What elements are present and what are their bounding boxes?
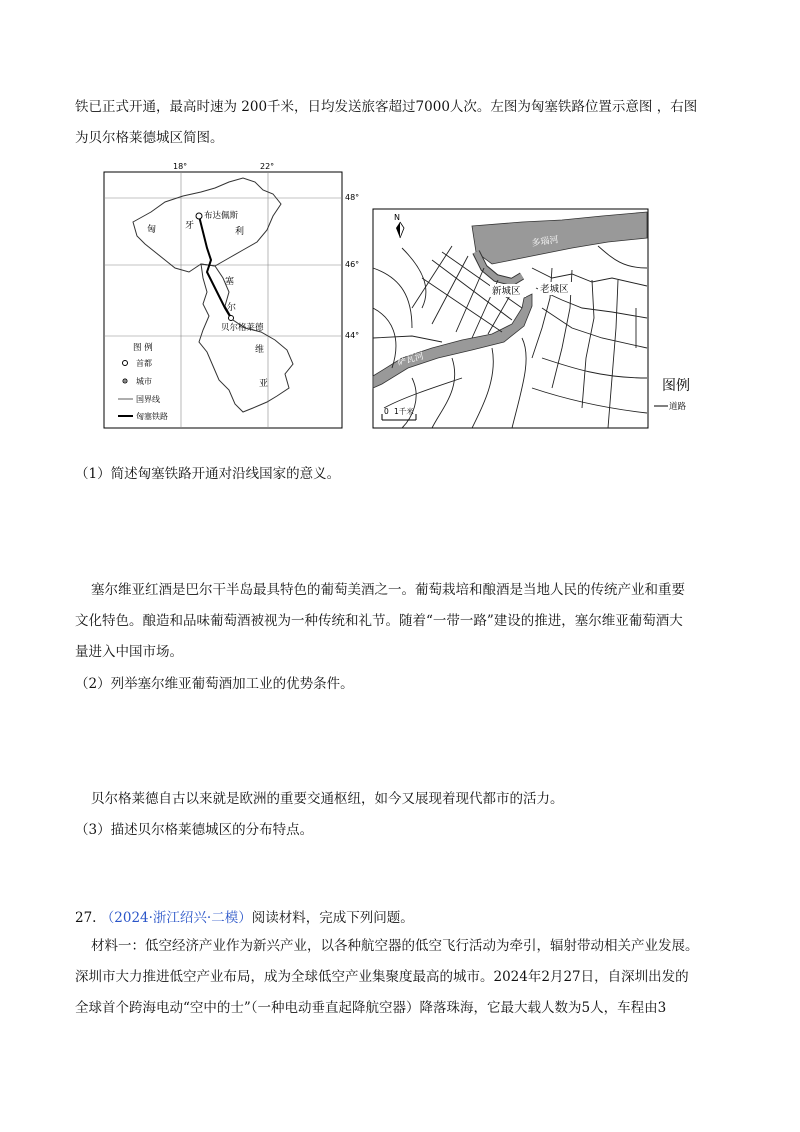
lat-label-46: 46° (345, 260, 360, 269)
lon-label-18: 18° (173, 162, 188, 171)
country-char-4: 塞 (225, 277, 235, 287)
left-map-railway-location (103, 160, 360, 430)
scale-label: 1千米 (394, 407, 414, 416)
question-instruction: 阅读材料，完成下列问题。 (251, 910, 414, 926)
legend-city: 城市 (136, 377, 152, 386)
district-label-old: 老城区 (540, 284, 569, 295)
question-27-header (75, 906, 414, 926)
country-char-2: 牙 (185, 221, 195, 231)
district-label-new: 新城区 (492, 286, 521, 297)
lat-label-44: 44° (345, 331, 360, 340)
river-label-danube: 多瑙河 (531, 235, 560, 249)
city-label-belgrade: 贝尔格莱德 (221, 323, 264, 333)
north-label: N (394, 213, 400, 222)
lon-label-22: 22° (260, 162, 275, 171)
legend-road: 道路 (669, 402, 687, 412)
map-legend-title: 图例 (662, 378, 690, 394)
legend-capital-symbol (123, 361, 128, 366)
legend-railway: 匈塞铁路 (136, 412, 168, 421)
city-label-budapest: 布达佩斯 (204, 211, 239, 221)
intro-line-1: 铁已正式开通，最高时速为 200千米，日均发送旅客超过7000人次。左图为匈塞铁路位置示意图 ，右图 (75, 99, 698, 115)
para2-line-2: 文化特色。酿造和品味葡萄酒被视为一种传统和礼节。随着“一带一路”建设的推进，塞尔维亚葡萄酒大 (75, 613, 683, 629)
material1-line-2: 深圳市大力推进低空产业布局，成为全球低空产业集聚度最高的城市。2024年2月27日，自深圳出发的 (75, 969, 689, 985)
country-char-3: 利 (235, 227, 245, 237)
legend-capital: 首都 (136, 359, 152, 368)
country-char-6: 维 (255, 345, 265, 355)
para3: 贝尔格莱德自古以来就是欧洲的重要交通枢纽，如今又展现着现代都市的活力。 (91, 791, 564, 807)
question-source-link[interactable]: （2024·浙江绍兴·二模） (100, 910, 252, 926)
belgrade-city-marker (229, 316, 234, 321)
river-label-sava: 萨瓦河 (396, 351, 425, 368)
material1-line-3: 全球首个跨海电动“空中的士”（一种电动垂直起降航空器）降落珠海，它最大载人数为5人，车程由3 (75, 1000, 667, 1016)
material1-line-1: 材料一：低空经济产业作为新兴产业，以各种航空器的低空飞行活动为牵引，辐射带动相关产业发展。 (91, 938, 699, 954)
country-char-7: 亚 (259, 379, 269, 389)
question-3: （3）描述贝尔格莱德城区的分布特点。 (75, 822, 314, 838)
question-number: 27. (75, 910, 97, 926)
question-1: （1）简述匈塞铁路开通对沿线国家的意义。 (75, 466, 341, 482)
para2-line-1: 塞尔维亚红酒是巴尔干半岛最具特色的葡萄美酒之一。葡萄栽培和酿酒是当地人民的传统产业和重要 (91, 582, 685, 598)
budapest-capital-marker (196, 213, 202, 219)
legend-border: 国界线 (136, 395, 160, 404)
question-2: （2）列举塞尔维亚葡萄酒加工业的优势条件。 (75, 676, 354, 692)
para2-line-3: 量进入中国市场。 (75, 644, 183, 660)
lat-label-48: 48° (345, 193, 360, 202)
country-char-1: 匈 (147, 225, 157, 235)
legend-title: 图 例 (133, 343, 153, 353)
right-map-belgrade (372, 208, 702, 430)
scale-zero: 0 (384, 407, 389, 416)
intro-line-2: 为贝尔格莱德城区简图。 (75, 130, 224, 146)
country-char-5: 尔 (227, 303, 237, 313)
